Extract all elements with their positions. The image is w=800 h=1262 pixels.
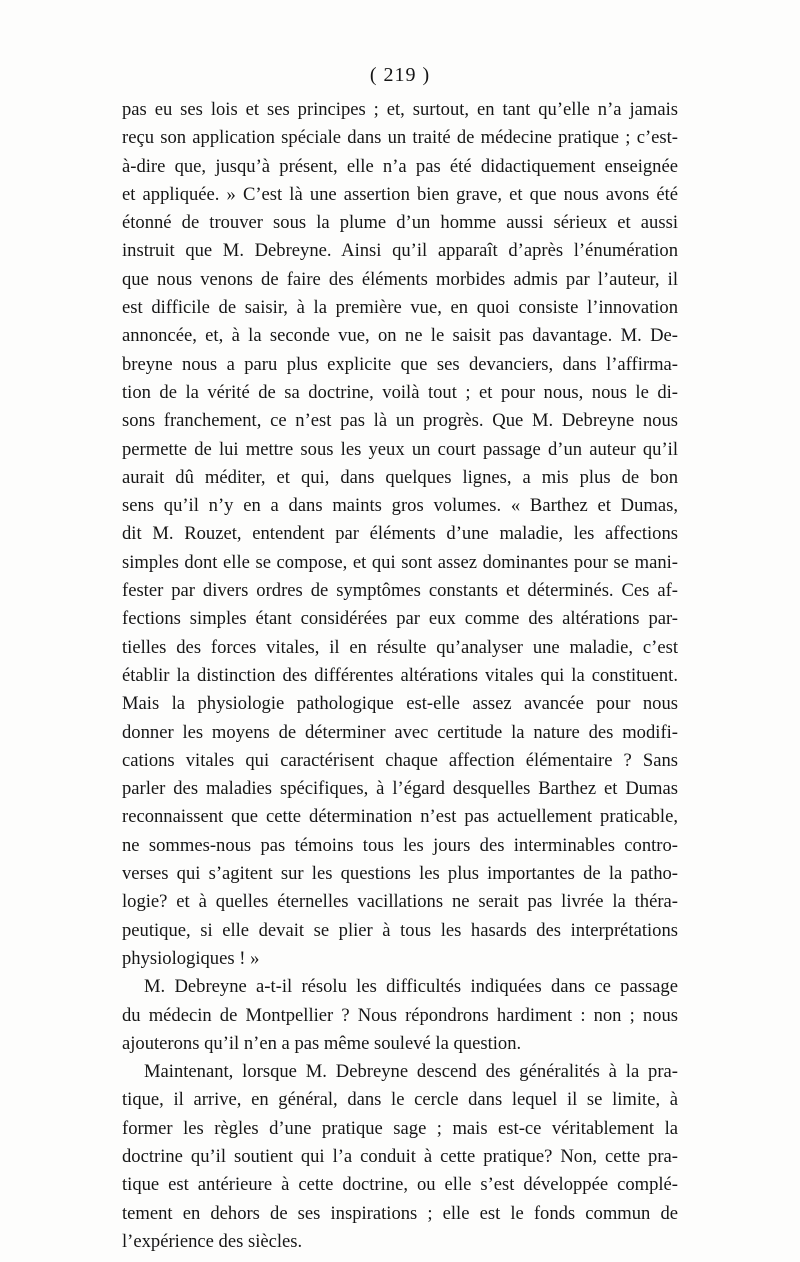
text-line: doctrine qu’il soutient qui l’a conduit à cette pratique? Non, cette pra- bbox=[122, 1145, 678, 1167]
text-line: et appliquée. » C’est là une assertion bien grave, et que nous avons été bbox=[122, 183, 678, 205]
text-line: reçu son application spéciale dans un traité de médecine pratique ; c’est- bbox=[122, 127, 678, 149]
text-line: physiologiques ! » bbox=[122, 947, 260, 969]
text-line: fections simples étant considérées par eux comme des altérations par- bbox=[122, 608, 678, 630]
text-line: l’expérience des siècles. bbox=[122, 1230, 303, 1252]
text-line: sons franchement, ce n’est pas là un progrès. Que M. Debreyne nous bbox=[122, 410, 678, 432]
text-line: du médecin de Montpellier ? Nous répondrons hardiment : non ; nous bbox=[122, 1004, 678, 1026]
text-line: pas eu ses lois et ses principes ; et, surtout, en tant qu’elle n’a jamais bbox=[122, 99, 678, 120]
text-line: aurait dû méditer, et qui, dans quelques lignes, a mis plus de bon bbox=[122, 466, 678, 488]
text-line: M. Debreyne a-t-il résolu les difficultés indiquées dans ce passage bbox=[144, 976, 678, 998]
text-line: à-dire que, jusqu’à présent, elle n’a pas été didactiquement enseignée bbox=[122, 155, 678, 177]
text-line: dit M. Rouzet, entendent par éléments d’une maladie, les affections bbox=[122, 523, 678, 545]
text-line: annoncée, et, à la seconde vue, on ne le saisit pas davantage. M. De- bbox=[122, 325, 678, 347]
text-line: étonné de trouver sous la plume d’un homme aussi sérieux et aussi bbox=[122, 212, 678, 234]
text-line: parler des maladies spécifiques, à l’égard desquelles Barthez et Dumas bbox=[122, 778, 678, 800]
text-line: tion de la vérité de sa doctrine, voilà tout ; et pour nous, nous le di- bbox=[122, 381, 678, 403]
text-line: logie? et à quelles éternelles vacillations ne serait pas livrée la théra- bbox=[122, 891, 678, 913]
text-line: tement en dehors de ses inspirations ; elle est le fonds commun de bbox=[122, 1202, 678, 1224]
text-line: verses qui s’agitent sur les questions les plus importantes de la patho- bbox=[122, 863, 678, 885]
text-line: que nous venons de faire des éléments morbides admis par l’auteur, il bbox=[122, 268, 678, 290]
text-line: ajouterons qu’il n’en a pas même soulevé la question. bbox=[122, 1032, 522, 1054]
text-line: établir la distinction des différentes altérations vitales qui la constituent. bbox=[122, 664, 678, 686]
paragraph-3 bbox=[122, 1058, 678, 1256]
text-line: donner les moyens de déterminer avec certitude la nature des modifi- bbox=[122, 721, 678, 743]
text-line: sens qu’il n’y en a dans maints gros volumes. « Barthez et Dumas, bbox=[122, 495, 678, 517]
text-line: cations vitales qui caractérisent chaque affection élémentaire ? Sans bbox=[122, 749, 678, 771]
text-line: permette de lui mettre sous les yeux un court passage d’un auteur qu’il bbox=[122, 438, 678, 460]
text-line: tique, il arrive, en général, dans le cercle dans lequel il se limite, à bbox=[122, 1089, 678, 1111]
body-text bbox=[122, 96, 678, 1256]
page-number: ( 219 ) bbox=[369, 64, 431, 86]
paragraph-1 bbox=[122, 96, 678, 973]
text-line: tielles des forces vitales, il en résulte qu’analyser une maladie, c’est bbox=[122, 636, 678, 658]
text-line: Maintenant, lorsque M. Debreyne descend des généralités à la pra- bbox=[144, 1061, 678, 1083]
text-line: simples dont elle se compose, et qui sont assez dominantes pour se mani- bbox=[122, 551, 678, 573]
text-line: tique est antérieure à cette doctrine, ou elle s’est développée complé- bbox=[122, 1174, 678, 1196]
text-line: breyne nous a paru plus explicite que ses devanciers, dans l’affirma- bbox=[122, 353, 678, 375]
text-line: est difficile de saisir, à la première vue, en quoi consiste l’innovation bbox=[122, 297, 678, 319]
text-line: instruit que M. Debreyne. Ainsi qu’il apparaît d’après l’énumération bbox=[122, 240, 678, 262]
text-line: fester par divers ordres de symptômes constants et déterminés. Ces af- bbox=[122, 580, 678, 602]
text-line: ne sommes-nous pas témoins tous les jours des interminables contro- bbox=[122, 834, 678, 856]
text-line: reconnaissent que cette détermination n’est pas actuellement praticable, bbox=[122, 806, 678, 828]
text-line: Mais la physiologie pathologique est-elle assez avancée pour nous bbox=[122, 693, 678, 715]
text-line: peutique, si elle devait se plier à tous les hasards des interprétations bbox=[122, 919, 678, 941]
paragraph-2 bbox=[122, 973, 678, 1058]
text-line: former les règles d’une pratique sage ; mais est-ce véritablement la bbox=[122, 1117, 678, 1139]
